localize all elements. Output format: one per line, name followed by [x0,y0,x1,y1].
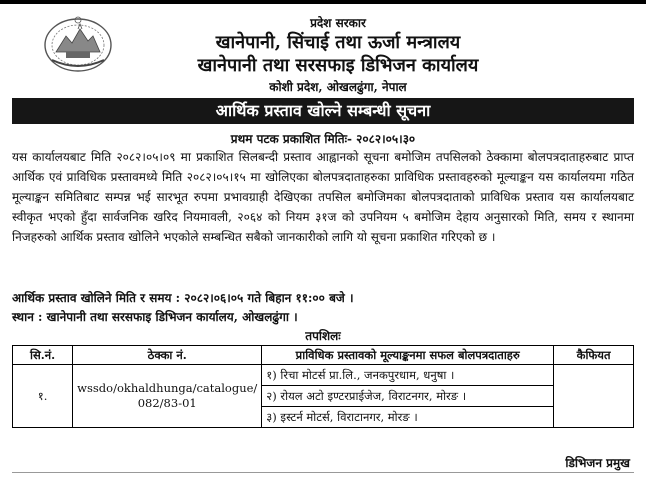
notice-frame [8,6,638,476]
notice-banner: आर्थिक प्रस्ताव खोल्ने सम्बन्धी सूचना [12,98,634,124]
cell-bidder-3 [262,407,554,428]
bidders-table [12,345,634,428]
cell-bidder-1 [262,365,554,386]
office-title: खानेपानी तथा सरसफाइ डिभिजन कार्यालय [197,55,479,76]
bidder-name: २) रोयल अटो इण्टरप्राईजेज, विराटनगर, मोरङ । [266,388,467,403]
table-row [13,365,634,386]
schedule-heading: तपशिलः [305,329,341,343]
cell-bidder-2 [262,386,554,407]
bottom-rule [12,472,634,473]
bidder-name: १) रिचा मोटर्स प्रा.लि., जनकपुरधाम, धनुषा । [266,367,455,382]
cell-serial: १. [13,365,73,428]
header-remarks: कैफियत [554,346,634,365]
header-bidders: प्राविधिक प्रस्तावको मूल्याङ्कनमा सफल बोलपत्रदाताहरु [262,346,554,365]
gov-label: प्रदेश सरकार [310,16,366,30]
signature-label: डिभिजन प्रमुख [565,456,630,470]
bidder-name: ३) इस्टर्न मोटर्स, विराटानगर, मोरङ । [266,409,418,424]
publication-date: प्रथम पटक प्रकाशित मितिः- २०८२।०५।३० [230,132,416,146]
opening-datetime: आर्थिक प्रस्ताव खोलिने मिति र समय : २०८२।०६।०५ गते बिहान ११:०० बजे । [12,291,354,305]
office-address: कोशी प्रदेश, ओखलढुंगा, नेपाल [269,80,407,94]
header-serial: सि.नं. [13,346,73,365]
table-header-row [13,346,634,365]
nepal-emblem-icon [42,12,114,74]
top-border [0,0,646,4]
notice-body: यस कार्यालयबाट मिति २०८२।०५।०९ मा प्रकाशित सिलबन्दी प्रस्ताव आह्वानको सूचना बमोजिम तपसिलको ठेक्कामा बोलपत्रदाताहरुबाट प्राप्त आर्थिक एवं प्राविधिक प्रस्तावमध्ये मिति २०८२।०५।१५ मा खोलिएका बोलपत्रदाताहरुका प्राविधिक प्रस्तावहरुको मूल्याङ्कन यस कार्यालयमा गठित मूल्याङ्कन समितिबाट सम्पन्न भई सारभूत रुपमा प्रभावग्राही देखिएका तपसिल बमोजिमका बोलपत्रदाताको प्राविधिक प्रस्ताव यस कार्यालयबाट स्वीकृत भएको हुँदा सार्वजनिक खरिद नियमावली, २०६४ को नियम ३१ज को उपनियम ५ बमोजिम देहाय अनुसारको मिति, समय र स्थानमा निजहरुको आर्थिक प्रस्ताव खोलिने भएकोले सम्बन्धित सबैको जानकारीको लागि यो सूचना प्रकाशित गरिएको छ । [12,150,634,244]
ministry-title: खानेपानी, सिंचाई तथा ऊर्जा मन्त्रालय [215,32,461,53]
cell-contract-no: wssdo/okhaldhunga/catalogue/ 082/83-01 [73,365,262,428]
cell-remarks [554,365,634,428]
opening-venue: स्थान : खानेपानी तथा सरसफाइ डिभिजन कार्यालय, ओखलढुंगा । [12,310,298,324]
header-contract: ठेक्का नं. [73,346,262,365]
